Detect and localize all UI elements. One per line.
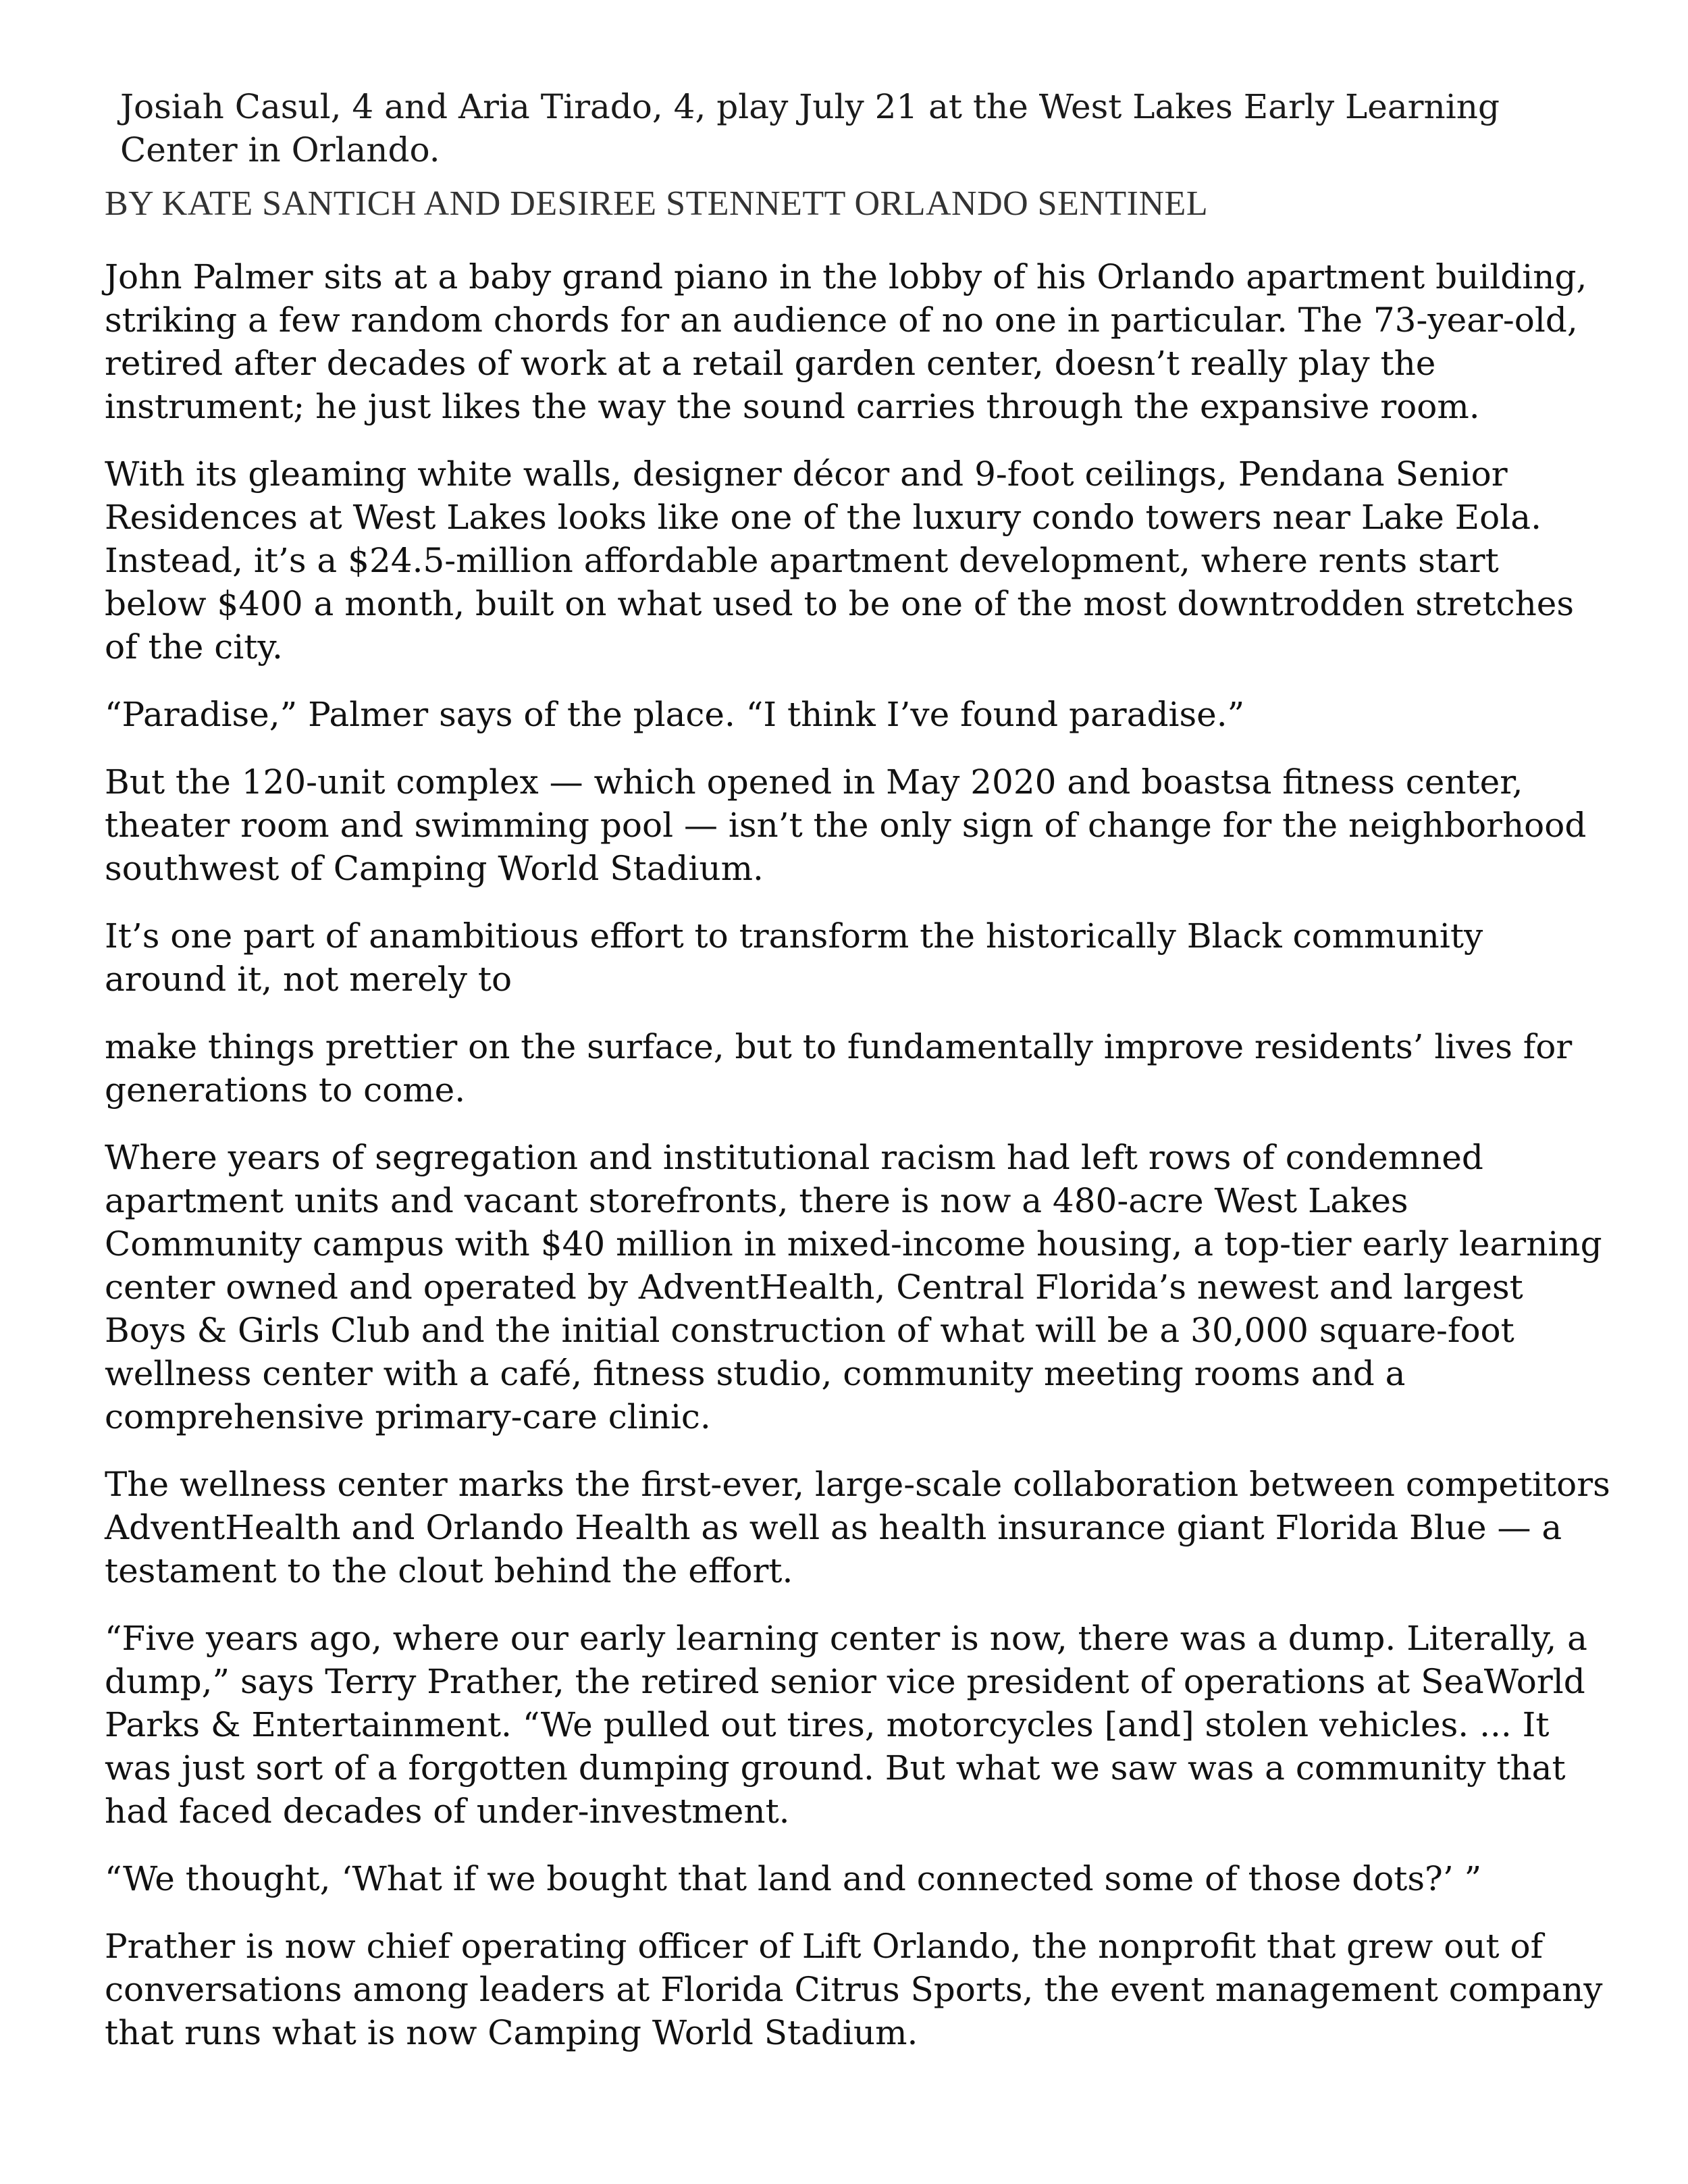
byline: BY KATE SANTICH AND DESIREE STENNETT ORLANDO SENTINEL [105, 184, 1209, 223]
article-body [105, 255, 1610, 2079]
paragraph: Prather is now chief operating officer of Lift Orlando, the nonprofit that grew out of conversations among leaders at Florida Citrus Sports, the event management company that runs what is now Camping World Stadium. [105, 1927, 1603, 2052]
paragraph: The wellness center marks the first-ever, large-scale collaboration between competitors AdventHealth and Orlando Health as well as health insurance giant Florida Blue — a testament to the clout behind the effort. [105, 1465, 1610, 1590]
paragraph: But the 120-unit complex — which opened in May 2020 and boastsa fitness center, theater room and swimming pool — isn’t the only sign of change for the neighborhood southwest of Camping World Stadium. [105, 762, 1587, 888]
paragraph: It’s one part of anambitious effort to transform the historically Black community around it, not merely to [105, 916, 1483, 999]
photo-caption: Josiah Casul, 4 and Aria Tirado, 4, play July 21 at the West Lakes Early Learning Center in Orlando. [120, 87, 1500, 170]
paragraph: “Paradise,” Palmer says of the place. “I think I’ve found paradise.” [105, 695, 1245, 734]
paragraph: With its gleaming white walls, designer décor and 9-foot ceilings, Pendana Senior Residences at West Lakes looks like one of the luxury condo towers near Lake Eola. Instead, it’s a $24.5-million affordable apartment development, where rents start below $400 a month, built on what used to be one of the most downtrodden stretches of the city. [105, 454, 1575, 667]
paragraph: make things prettier on the surface, but to fundamentally improve residents’ lives for generations to come. [105, 1027, 1573, 1110]
paragraph: “We thought, ‘What if we bought that land and connected some of those dots?’ ” [105, 1859, 1482, 1898]
paragraph: “Five years ago, where our early learning center is now, there was a dump. Literally, a dump,” says Terry Prather, the retired senior vice president of operations at SeaWorld Parks & Entertainment. “We pulled out tires, motorcycles [and] stolen vehicles. ... It was just sort of a forgotten dumping ground. But what we saw was a community that had faced decades of under-investment. [105, 1619, 1587, 1831]
paragraph: John Palmer sits at a baby grand piano in the lobby of his Orlando apartment building, striking a few random chords for an audience of no one in particular. The 73-year-old, retired after decades of work at a retail garden center, doesn’t really play the instrument; he just likes the way the sound carries through the expansive room. [105, 257, 1587, 426]
paragraph: Where years of segregation and institutional racism had left rows of condemned apartment units and vacant storefronts, there is now a 480-acre West Lakes Community campus with $40 million in mixed-income housing, a top-tier early learning center owned and operated by AdventHealth, Central Florida’s newest and largest Boys & Girls Club and the initial construction of what will be a 30,000 square-foot wellness center with a café, fitness studio, community meeting rooms and a comprehensive primary-care clinic. [105, 1138, 1602, 1436]
